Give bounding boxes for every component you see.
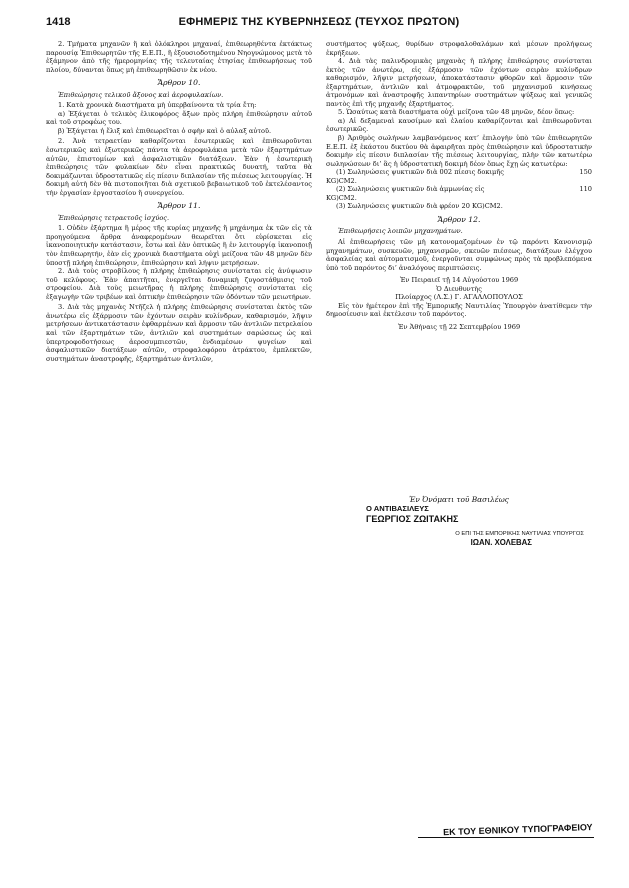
place-date-piraeus: Ἐν Πειραιεῖ τῇ 14 Αὐγούστου 1969 <box>399 276 519 285</box>
article-11-paragraph-3: 3. Διὰ τὰς μηχανὰς Ντῆζελ ἡ πλήρης ἐπιθεώρησις συνίσταται ἐκτὸς τῶν ἀνωτέρω εἰς ἐξάρμοσιν τῶν ἐχόντων σειρὰν κυλίνδρων, καθαρισμόν, λῆψιν μετρήσεων ἀντικατάστασιν ἐφθαρμένων καὶ ἅρμοσιν τῶν ἀντλιῶν πετρελαίου καὶ τῶν ἐξαρτημάτων τῶν, ἀντλιῶν καὶ συστημάτων σαρώσεως ὡς καὶ ὑπερτροφοδοτήσεως ἀεροσυμπιεστῶν, ἐνδιαμέσων ψυγείων καὶ ἀσφαλιστικῶν διατάξεων αὐτῶν, στροφαλοφόρου ἀτράκτου, ἐμπλεκτῶν, συστημάτων ἀναστροφῆς, ἐξαρτημάτων ἀντλιῶν, <box>46 303 312 363</box>
list-item-3: (3) Σωληνώσεις ψυκτικῶν διὰ φρέον 20 KG)CM2. <box>336 202 503 211</box>
article-11-paragraph-5: 5. Ὡσαύτως κατὰ διαστήματα οὐχὶ μείζονα τῶν 48 μηνῶν, δέον ὅπως: <box>338 108 575 117</box>
director-name: Πλοίαρχος (Λ.Σ.) Γ. ΑΓΑΛΛΟΠΟΥΛΟΣ <box>395 293 523 302</box>
article-12-subtitle: Ἐπιθεωρήσεις λοιπῶν μηχανημάτων. <box>338 227 463 236</box>
minister-name: ΙΩΑΝ. ΧΟΛΕΒΑΣ <box>470 538 532 547</box>
page-number: 1418 <box>46 16 71 28</box>
article-10-item-a: α) Ἐξάγεται ὁ τελικὸς ἑλικοφόρος ἄξων πρὸς πλήρη ἐπιθεώρησιν αὐτοῦ καὶ τοῦ στροφέως του. <box>46 109 312 127</box>
page-header <box>46 16 592 32</box>
article-11-paragraph-4: 4. Διὰ τὰς παλινδρομικὰς μηχανὰς ἡ πλήρης ἐπιθεώρησις συνίσταται ἐκτὸς τῶν ἀνωτέρω, εἰς ἐξάρμοσιν τῶν ἐχόντων σειρὰν κυλίνδρων καθαρισμόν, λῆψιν μετρήσεων, ἀποκατάστασιν φθορῶν καὶ ἅρμοσιν τῶν ἐξαρτημάτων, ἀντλιῶν καὶ ἀτμοφρακτῶν, τοῦ μηχανισμοῦ κινήσεως ἀτμονόμων καὶ ἀναστροφῆς λιπαντηρίων συστημάτων ψύξεως καὶ γενικῶς παντὸς ἐπὶ τῆς μηχανῆς ἐξαρτήματος. <box>326 57 592 108</box>
signature-block <box>326 495 592 547</box>
article-11-paragraph-1: 1. Οὐδὲν ἐξάρτημα ἢ μέρος τῆς κυρίας μηχανῆς ἢ μηχάνημα ἐκ τῶν εἰς τὰ προηγούμενα ἄρθρα ἀναφερομένων θεωρεῖται ὅτι εὑρίσκεται εἰς ἱκανοποιητικὴν κατάστασιν, ἔστω καὶ ἐὰν ὀπτικῶς ἢ ἐν λειτουργίᾳ ἱκανοποιῇ τὸν ἐπιθεωρητήν, ἐὰν εἰς χρονικὰ διαστήματα οὐχὶ μείζονα τῶν 48 μηνῶν δὲν ὑποστῇ πλήρη ἐπιθεώρησιν, ἐπιθεώρησιν καὶ λήψιν μετρήσεων. <box>46 224 312 267</box>
left-column <box>46 40 312 363</box>
article-11-subtitle: Ἐπιθεώρησις τετραετοῦς ἰσχύος. <box>58 213 170 222</box>
article-11-title: Ἄρθρον 11. <box>157 201 201 211</box>
list-item-1-value: 150 <box>579 168 592 177</box>
gazette-title: ΕΦΗΜΕΡΙΣ ΤΗΣ ΚΥΒΕΡΝΗΣΕΩΣ (ΤΕΥΧΟΣ ΠΡΩΤΟΝ) <box>178 16 460 28</box>
article-11-item-5b: β) Ἀριθμὸς σωλήνων λαμβανόμενος κατ’ ἐπιλογὴν ὑπὸ τῶν ἐπιθεωρητῶν Ε.Ε.Π. ἐξ ἑκάστου δικτύου θὰ ἀφαιρῆται πρὸς ἐπιθεώρησιν καὶ ὑδροστατικὴν δοκιμὴν εἰς πίεσιν διπλασίαν τῆς πιέσεως λειτουργίας, πλὴν τῶν κατωτέρω σωληνώσεων δι’ ἃς ἡ ὑδροστατικὴ δοκιμὴ δέον ὅπως ἔχῃ ὡς κατωτέρω: <box>326 134 592 168</box>
article-10-item-b: β) Ἐξάγεται ἡ ἕλιξ καὶ ἐπιθεωρεῖται ὁ σφὴν καὶ ὁ αὐλαξ αὐτοῦ. <box>58 126 272 135</box>
list-item-2 <box>326 185 592 194</box>
continued-paragraph: συστήματος ψύξεως, θυρίδων στροφαλοθαλάμων καὶ μέσων προλήψεως ἐκρήξεων. <box>326 40 592 57</box>
footer-divider <box>418 837 594 838</box>
list-item-1-unit: KG)CM2. <box>326 176 357 185</box>
minister-title: Ο ΕΠΙ ΤΗΣ ΕΜΠΟΡΙΚΗΣ ΝΑΥΤΙΛΙΑΣ ΥΠΟΥΡΓΟΣ <box>455 531 584 537</box>
place-date-athens: Ἐν Ἀθήναις τῇ 22 Σεπτεμβρίου 1969 <box>397 322 521 331</box>
royal-formula: Ἐν Ὀνόματι τοῦ Βασιλέως <box>409 495 509 504</box>
list-item-1 <box>326 168 592 177</box>
regent-name: ΓΕΩΡΓΙΟΣ ΖΩΙΤΑΚΗΣ <box>366 514 459 524</box>
article-12-title: Ἄρθρον 12. <box>437 214 481 224</box>
director-label: Ὁ Διευθυντὴς <box>436 284 482 293</box>
list-item-2-value: 110 <box>579 185 592 194</box>
article-12-paragraph: Αἱ ἐπιθεωρήσεις τῶν μὴ κατονομαζομένων ἐν τῷ παρόντι Κανονισμῷ μηχανημάτων, συσκευῶν, μηχανισμῶν, σκευῶν πιέσεως, διατάξεων ἐλέγχου ἀσφαλείας καὶ αὐτοματισμοῦ, ἐνεργοῦνται συμφώνως πρὸς τὰ προβλεπόμενα ὑπὸ τοῦ παρόντος δι’ ἀναλόγους περιπτώσεις. <box>326 238 592 272</box>
article-11-item-5a: α) Αἱ δεξαμεναὶ καυσίμων καὶ ἐλαίου καθαρίζονται καὶ ἐπιθεωροῦνται ἐσωτερικῶς. <box>326 116 592 134</box>
article-10-title: Ἄρθρον 10. <box>157 78 201 88</box>
printer-imprint: ΕΚ ΤΟΥ ΕΘΝΙΚΟΥ ΤΥΠΟΓΡΑΦΕΙΟΥ <box>443 822 594 838</box>
article-10-paragraph-2: 2. Ἀνὰ τετραετίαν καθαρίζονται ἐσωτερικῶς καὶ ἐπιθεωροῦνται ἐσωτερικῶς καὶ ἐξωτερικῶς πάντα τὰ ἀεροφυλάκια μετὰ τῶν ἐξαρτημάτων αὐτῶν, ἐπιστομίων καὶ ἀσφαλιστικῶν διατάξεων. Ἐὰν ἡ ἐσωτερικὴ ἐπιθεώρησις τῶν φυλακίων δὲν εἶναι πρακτικῶς δυνατή, ταῦτα θὰ δοκιμάζωνται ὑδροστατικῶς εἰς πίεσιν διπλασίαν τῆς πιέσεως λειτουργίας. Ἡ δοκιμὴ αὐτὴ δὲν θὰ πιστοποιῆται διὰ σχετικοῦ βεβαιωτικοῦ τοῦ ἐκτελέσαντος τὴν ἐργασίαν ἐργοστασίου ἢ συνεργείου. <box>46 137 312 197</box>
intro-paragraph: 2. Τμήματα μηχανῶν ἢ καὶ ὁλόκληροι μηχαναί, ἐπιθεωρηθέντα ἐκτάκτως παρουσίᾳ Ἐπιθεωρητῶν τῆς Ε.Ε.Π., ἢ ἐξουσιοδοτημένου Νηογνώμονος μετὰ τὸ ἐξάμηνον ἀπὸ τῆς ἡμερομηνίας τῆς τελευταίας ἐτησίας ἐπιθεωρήσεως τοῦ πλοίου, δύνανται ὅπως μὴ ἐπιθεωρηθῶσιν ἐκ νέου. <box>46 40 312 74</box>
publication-order: Εἰς τὸν ἡμέτερον ἐπὶ τῆς Ἐμπορικῆς Ναυτιλίας Ὑπουργὸν ἀνατίθεμεν τὴν δημοσίευσιν καὶ ἐκτέλεσιν τοῦ παρόντος. <box>326 301 592 319</box>
regent-title: Ο ΑΝΤΙΒΑΣΙΛΕΥΣ <box>366 504 429 513</box>
article-11-paragraph-2: 2. Διὰ τοὺς στροβίλους ἡ πλήρης ἐπιθεώρησις συνίσταται εἰς ἀνύψωσιν τοῦ κελύφους. Ἐὰν ἀπαιτῆται, ἐνεργεῖται δυναμικὴ ζυγοστάθμισις τοῦ στροφείου. Διὰ τοὺς μειωτῆρας ἡ πλήρης ἐπιθεώρησις συνίσταται εἰς ἐξαγωγὴν τῶν τριβέων καὶ ὀπτικὴν ἐπιθεώρησιν τῶν ὀδόντων τῶν μειωτήρων. <box>46 267 312 301</box>
article-10-paragraph-1: 1. Κατὰ χρονικὰ διαστήματα μὴ ὑπερβαίνοντα τὰ τρία ἔτη: <box>58 101 257 110</box>
list-item-1-text: (1) Σωληνώσεις ψυκτικῶν διὰ 002 πίεσις δοκιμῆς <box>336 168 504 177</box>
right-column <box>326 40 592 332</box>
list-item-2-text: (2) Σωληνώσεις ψυκτικῶν διὰ ἀμμωνίας εἰς <box>336 185 485 194</box>
article-10-subtitle: Ἐπιθεώρησις τελικοῦ ἄξονος καὶ ἀεροφυλακίων. <box>58 90 224 99</box>
list-item-2-unit: KG)CM2. <box>326 193 357 202</box>
